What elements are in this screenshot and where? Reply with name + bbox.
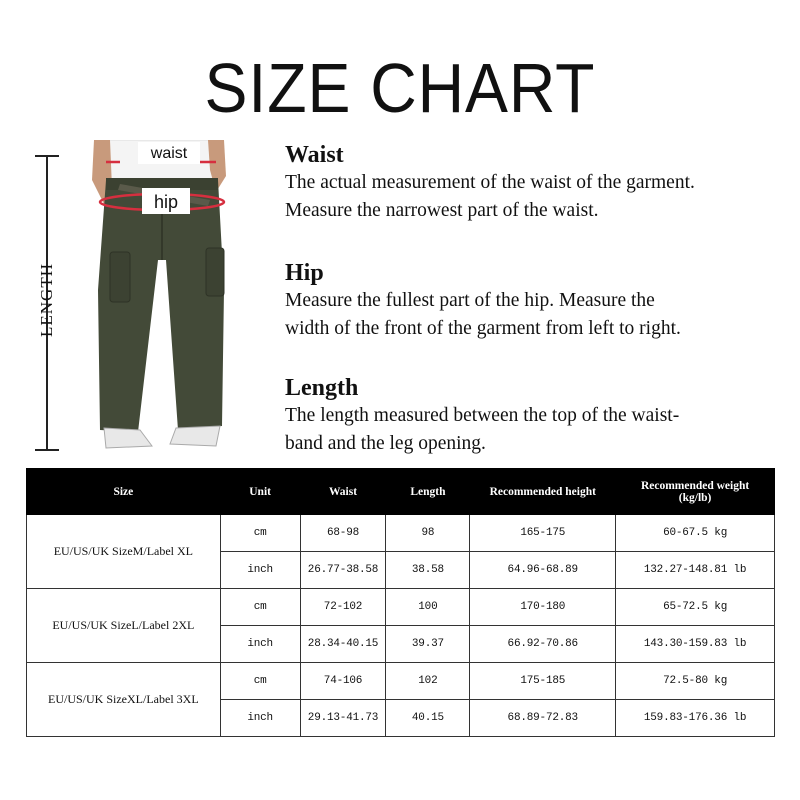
waist-definition bbox=[285, 141, 785, 225]
header-length: Length bbox=[386, 469, 470, 515]
length-axis-label: LENGTH bbox=[37, 263, 56, 337]
waist-text-line2: Measure the narrowest part of the waist. bbox=[285, 200, 599, 221]
height-cell: 66.92-70.86 bbox=[470, 626, 616, 663]
length-cell: 38.58 bbox=[386, 552, 470, 589]
weight-cell: 132.27-148.81 lb bbox=[616, 552, 775, 589]
header-weight bbox=[616, 469, 775, 515]
height-cell: 175-185 bbox=[470, 663, 616, 700]
length-text-line1: The length measured between the top of the waist- bbox=[285, 405, 680, 426]
waist-text-line1: The actual measurement of the waist of the garment. bbox=[285, 172, 695, 193]
length-heading: Length bbox=[285, 375, 359, 401]
weight-cell: 72.5-80 kg bbox=[616, 663, 775, 700]
height-cell: 170-180 bbox=[470, 589, 616, 626]
length-definition bbox=[285, 374, 785, 458]
header-unit: Unit bbox=[220, 469, 300, 515]
hip-text-line1: Measure the fullest part of the hip. Measure the bbox=[285, 290, 655, 311]
unit-cell: inch bbox=[220, 626, 300, 663]
weight-cell: 159.83-176.36 lb bbox=[616, 700, 775, 737]
height-cell: 165-175 bbox=[470, 515, 616, 552]
length-cell: 102 bbox=[386, 663, 470, 700]
size-label: EU/US/UK SizeL/Label 2XL bbox=[27, 589, 221, 663]
size-label: EU/US/UK SizeXL/Label 3XL bbox=[27, 663, 221, 737]
unit-cell: cm bbox=[220, 663, 300, 700]
header-waist: Waist bbox=[300, 469, 386, 515]
weight-cell: 143.30-159.83 lb bbox=[616, 626, 775, 663]
hip-text-line2: width of the front of the garment from left to right. bbox=[285, 318, 681, 339]
table-header-row bbox=[27, 469, 775, 515]
size-table bbox=[26, 468, 775, 737]
unit-cell: cm bbox=[220, 589, 300, 626]
waist-cell: 68-98 bbox=[300, 515, 386, 552]
page-title: SIZE CHART bbox=[204, 49, 596, 127]
waist-cell: 26.77-38.58 bbox=[300, 552, 386, 589]
height-cell: 64.96-68.89 bbox=[470, 552, 616, 589]
weight-cell: 60-67.5 kg bbox=[616, 515, 775, 552]
header-height: Recommended height bbox=[470, 469, 616, 515]
length-cell: 100 bbox=[386, 589, 470, 626]
hip-definition bbox=[285, 259, 785, 343]
unit-cell: inch bbox=[220, 700, 300, 737]
length-text-line2: band and the leg opening. bbox=[285, 433, 486, 454]
table-row bbox=[27, 663, 775, 700]
waist-cell: 29.13-41.73 bbox=[300, 700, 386, 737]
table-row bbox=[27, 589, 775, 626]
waist-heading: Waist bbox=[285, 142, 344, 168]
waist-figure-label: waist bbox=[150, 145, 188, 162]
waist-cell: 72-102 bbox=[300, 589, 386, 626]
table-row bbox=[27, 515, 775, 552]
header-weight-line2: (kg/lb) bbox=[678, 491, 712, 504]
hip-heading: Hip bbox=[285, 260, 324, 286]
length-cell: 98 bbox=[386, 515, 470, 552]
weight-cell: 65-72.5 kg bbox=[616, 589, 775, 626]
size-label: EU/US/UK SizeM/Label XL bbox=[27, 515, 221, 589]
unit-cell: cm bbox=[220, 515, 300, 552]
height-cell: 68.89-72.83 bbox=[470, 700, 616, 737]
length-cell: 40.15 bbox=[386, 700, 470, 737]
unit-cell: inch bbox=[220, 552, 300, 589]
hip-figure-label: hip bbox=[153, 192, 179, 212]
pants-model-image bbox=[20, 140, 235, 455]
length-cell: 39.37 bbox=[386, 626, 470, 663]
waist-cell: 28.34-40.15 bbox=[300, 626, 386, 663]
header-weight-line1: Recommended weight bbox=[640, 479, 750, 492]
header-size: Size bbox=[27, 469, 221, 515]
waist-cell: 74-106 bbox=[300, 663, 386, 700]
